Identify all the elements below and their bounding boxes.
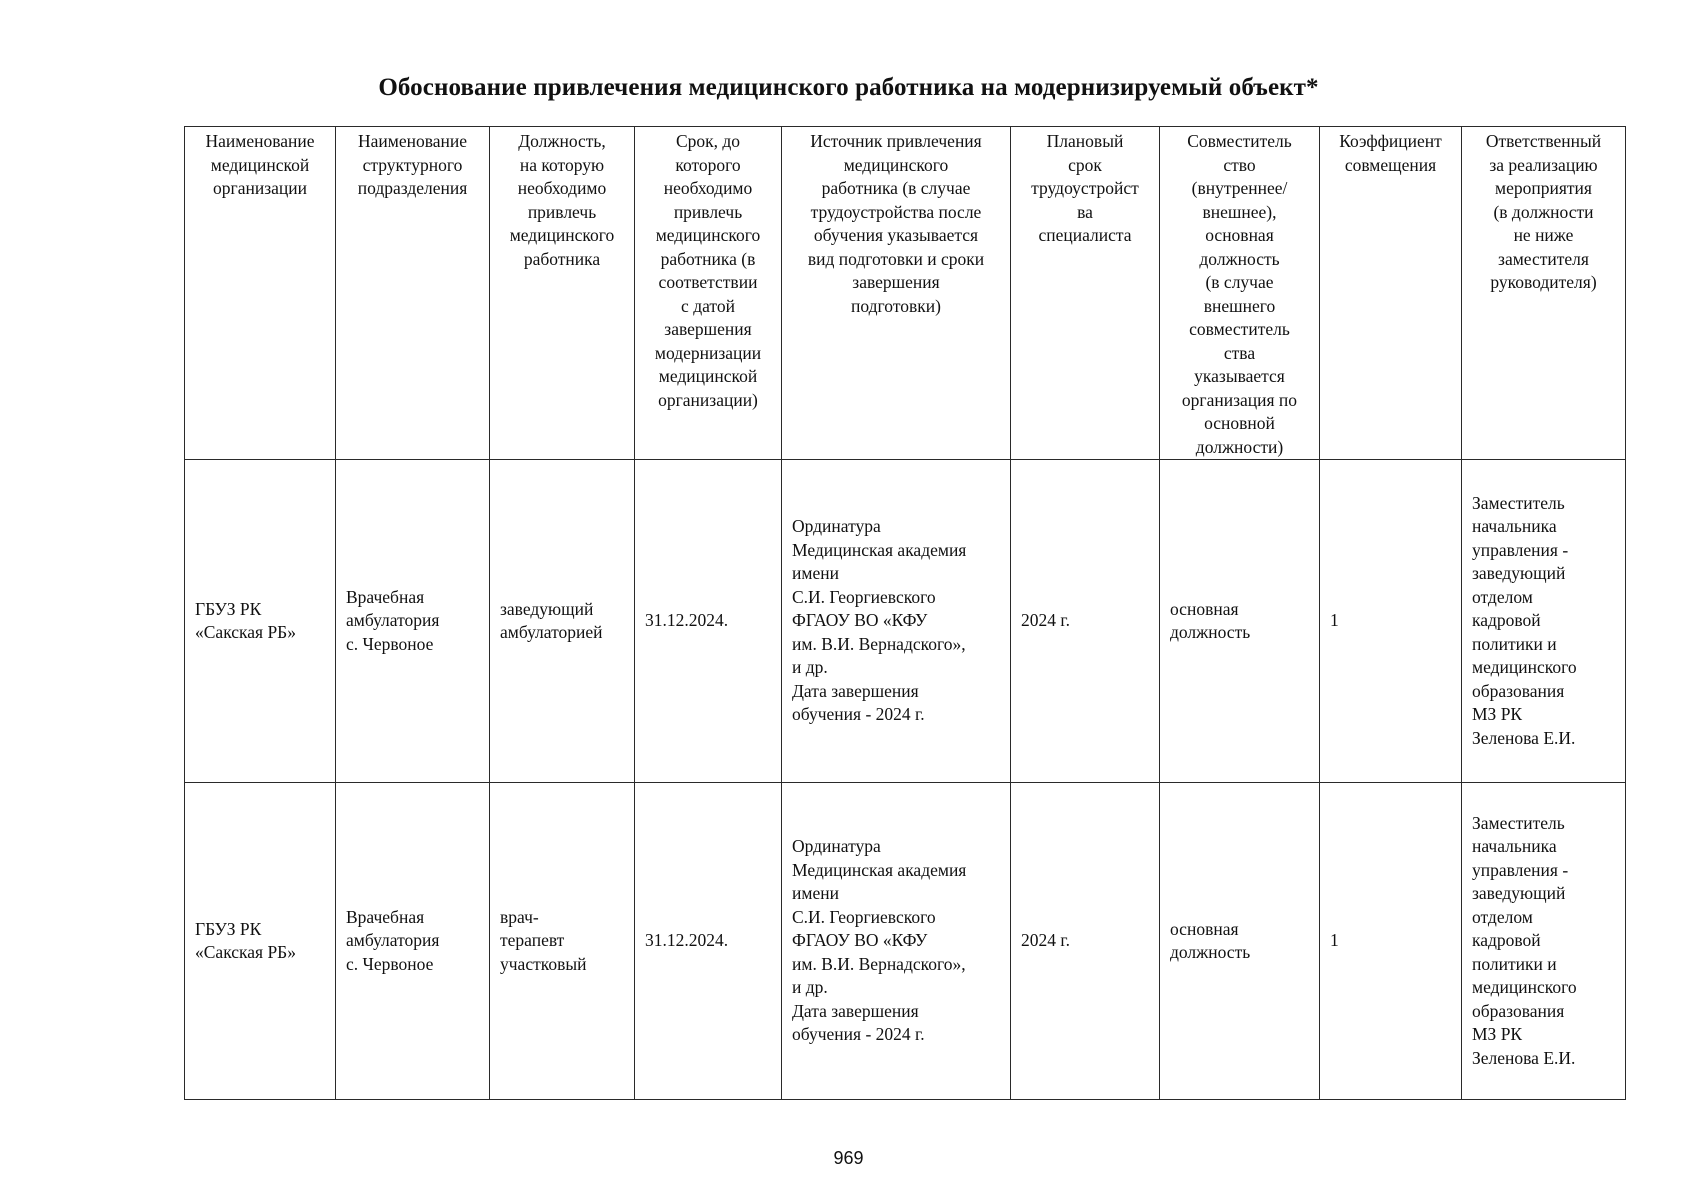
header-coefficient: Коэффициент совмещения	[1320, 127, 1462, 460]
cell-subdivision: Врачебная амбулатория с. Червоное	[336, 783, 490, 1100]
cell-coefficient: 1	[1320, 460, 1462, 783]
recruitment-table	[184, 126, 1626, 1100]
header-part-time: Совместитель ство (внутреннее/ внешнее), основная должность (в случае внешнего совместитель ства указывается организация по основной должности)	[1160, 127, 1320, 460]
table-header-row	[185, 127, 1626, 460]
cell-deadline: 31.12.2024.	[635, 783, 782, 1100]
table-row	[185, 460, 1626, 783]
header-subdivision: Наименование структурного подразделения	[336, 127, 490, 460]
cell-planned-term: 2024 г.	[1011, 783, 1160, 1100]
table-row	[185, 783, 1626, 1100]
cell-position: заведующий амбулаторией	[490, 460, 635, 783]
cell-part-time: основная должность	[1160, 783, 1320, 1100]
cell-source: Ординатура Медицинская академия имени С.И. Георгиевского ФГАОУ ВО «КФУ им. В.И. Вернадского», и др. Дата завершения обучения - 2024 г.	[782, 783, 1011, 1100]
header-planned-term: Плановый срок трудоустройст ва специалиста	[1011, 127, 1160, 460]
cell-organization: ГБУЗ РК «Сакская РБ»	[185, 783, 336, 1100]
header-organization: Наименование медицинской организации	[185, 127, 336, 460]
cell-coefficient: 1	[1320, 783, 1462, 1100]
cell-part-time: основная должность	[1160, 460, 1320, 783]
cell-planned-term: 2024 г.	[1011, 460, 1160, 783]
cell-responsible: Заместитель начальника управления - заведующий отделом кадровой политики и медицинского образования МЗ РК Зеленова Е.И.	[1462, 783, 1626, 1100]
header-position: Должность, на которую необходимо привлечь медицинского работника	[490, 127, 635, 460]
page-title: Обоснование привлечения медицинского работника на модернизируемый объект*	[378, 74, 1319, 101]
header-deadline: Срок, до которого необходимо привлечь медицинского работника (в соответствии с датой завершения модернизации медицинской организации)	[635, 127, 782, 460]
header-responsible: Ответственный за реализацию мероприятия (в должности не ниже заместителя руководителя)	[1462, 127, 1626, 460]
page-number: 969	[833, 1148, 864, 1168]
cell-deadline: 31.12.2024.	[635, 460, 782, 783]
cell-organization: ГБУЗ РК «Сакская РБ»	[185, 460, 336, 783]
cell-subdivision: Врачебная амбулатория с. Червоное	[336, 460, 490, 783]
header-source: Источник привлечения медицинского работника (в случае трудоустройства после обучения указывается вид подготовки и сроки завершения подготовки)	[782, 127, 1011, 460]
cell-responsible: Заместитель начальника управления - заведующий отделом кадровой политики и медицинского образования МЗ РК Зеленова Е.И.	[1462, 460, 1626, 783]
cell-position: врач- терапевт участковый	[490, 783, 635, 1100]
cell-source: Ординатура Медицинская академия имени С.И. Георгиевского ФГАОУ ВО «КФУ им. В.И. Вернадского», и др. Дата завершения обучения - 2024 г.	[782, 460, 1011, 783]
